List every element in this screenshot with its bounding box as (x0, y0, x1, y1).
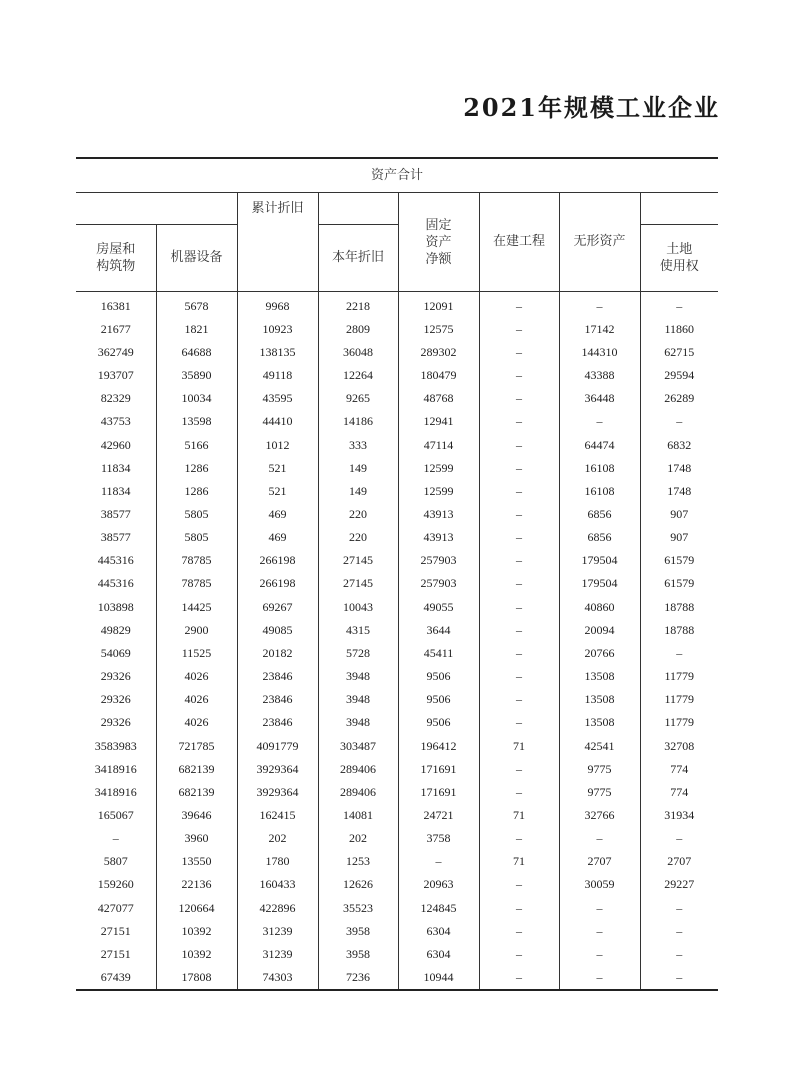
table-row (76, 827, 718, 850)
table-cell: 9775 (559, 781, 640, 804)
table-cell: 6856 (559, 526, 640, 549)
table-cell: 27145 (318, 572, 398, 595)
table-cell: – (559, 920, 640, 943)
table-cell: 6856 (559, 503, 640, 526)
table-row (76, 503, 718, 526)
table-cell: 69267 (237, 596, 318, 619)
table-cell: – (559, 943, 640, 966)
table-cell: 124845 (398, 897, 479, 920)
table-body (76, 291, 718, 990)
table-cell: 165067 (97, 808, 134, 823)
table-cell: 21677 (100, 321, 131, 336)
table-row (76, 433, 718, 456)
table-cell: 1821 (156, 318, 237, 341)
table-cell: 2707 (559, 850, 640, 873)
table-cell: 9775 (559, 758, 640, 781)
table-row (76, 734, 718, 757)
table-row (76, 387, 718, 410)
table-cell: 2900 (156, 619, 237, 642)
table-cell: – (479, 758, 559, 781)
statistics-table (76, 157, 718, 991)
table-cell: 78785 (156, 572, 237, 595)
table-cell: 3948 (318, 688, 398, 711)
table-cell: 5805 (156, 526, 237, 549)
table-cell: 18788 (640, 619, 718, 642)
table-cell: 43913 (398, 503, 479, 526)
table-cell: 32766 (559, 804, 640, 827)
table-cell: 6832 (640, 433, 718, 456)
table-cell: 23846 (237, 688, 318, 711)
table-row (76, 897, 718, 920)
table-cell: 48768 (398, 387, 479, 410)
table-cell: 11860 (640, 318, 718, 341)
table-cell: 43913 (398, 526, 479, 549)
table-cell: 62715 (640, 341, 718, 364)
table-row (76, 873, 718, 896)
table-cell: 1286 (156, 480, 237, 503)
table-cell: 445316 (97, 576, 134, 591)
table-cell: 5728 (318, 642, 398, 665)
table-cell: – (559, 410, 640, 433)
table-cell: 40860 (559, 596, 640, 619)
table-cell: 31934 (640, 804, 718, 827)
table-cell: 27145 (318, 549, 398, 572)
header-spacer-2 (318, 192, 398, 224)
table-cell: 54069 (100, 645, 131, 660)
table-cell: 82329 (100, 391, 131, 406)
table-cell: – (640, 920, 718, 943)
table-cell: 179504 (559, 572, 640, 595)
table-cell: 422896 (237, 897, 318, 920)
table-cell: 10392 (156, 920, 237, 943)
table-cell: 49829 (100, 622, 131, 637)
table-cell: – (479, 920, 559, 943)
table-cell: 29326 (100, 692, 131, 707)
table-cell: 103898 (97, 599, 134, 614)
table-cell: 14081 (318, 804, 398, 827)
table-cell: 23846 (237, 665, 318, 688)
table-cell: – (479, 572, 559, 595)
table-cell: 13598 (156, 410, 237, 433)
table-cell: 16108 (559, 457, 640, 480)
table-row (76, 758, 718, 781)
table-cell: 7236 (318, 966, 398, 990)
table-cell: 6304 (398, 943, 479, 966)
table-cell: 3758 (398, 827, 479, 850)
table-cell: 171691 (398, 758, 479, 781)
table-cell: 11779 (640, 688, 718, 711)
table-cell: – (640, 291, 718, 318)
table-cell: – (479, 642, 559, 665)
table-cell: 39646 (156, 804, 237, 827)
table-cell: 5805 (156, 503, 237, 526)
table-cell: 3960 (156, 827, 237, 850)
table-row (76, 943, 718, 966)
table-cell: 196412 (398, 734, 479, 757)
table-cell: 49118 (237, 364, 318, 387)
table-cell: 29326 (100, 715, 131, 730)
table-cell: 22136 (156, 873, 237, 896)
table-cell: 20182 (237, 642, 318, 665)
table-cell: 2809 (318, 318, 398, 341)
table-cell: 13508 (559, 688, 640, 711)
table-cell: 10034 (156, 387, 237, 410)
table-cell: 1012 (237, 433, 318, 456)
table-cell: 13508 (559, 711, 640, 734)
data-table (76, 159, 718, 991)
table-cell: – (640, 966, 718, 990)
table-cell: 469 (237, 526, 318, 549)
table-cell: 12575 (398, 318, 479, 341)
table-cell: 43753 (100, 414, 131, 429)
header-col-7: 无形资产 (559, 192, 640, 291)
table-cell: – (479, 711, 559, 734)
table-cell: 266198 (237, 549, 318, 572)
table-cell: – (479, 457, 559, 480)
table-cell: 6304 (398, 920, 479, 943)
table-header (76, 159, 718, 291)
table-cell: – (479, 596, 559, 619)
table-cell: 43388 (559, 364, 640, 387)
table-cell: 11779 (640, 711, 718, 734)
table-cell: 362749 (97, 344, 134, 359)
table-cell: 3948 (318, 665, 398, 688)
table-cell: 29326 (100, 669, 131, 684)
table-cell: 29594 (640, 364, 718, 387)
table-cell: 17808 (156, 966, 237, 990)
table-cell: – (479, 433, 559, 456)
table-cell: 10043 (318, 596, 398, 619)
table-cell: 2707 (640, 850, 718, 873)
table-cell: 774 (640, 758, 718, 781)
table-cell: 521 (237, 457, 318, 480)
table-cell: 4026 (156, 688, 237, 711)
table-cell: – (479, 480, 559, 503)
table-cell: 3583983 (94, 738, 137, 753)
table-cell: 4315 (318, 619, 398, 642)
table-cell: 162415 (237, 804, 318, 827)
table-cell: 149 (318, 480, 398, 503)
header-col-1: 房屋和 构筑物 (76, 224, 156, 291)
table-cell: 11834 (100, 483, 131, 498)
table-cell: 469 (237, 503, 318, 526)
table-cell: 20766 (559, 642, 640, 665)
header-col-4: 本年折旧 (318, 224, 398, 291)
table-cell: 220 (318, 503, 398, 526)
table-cell: 9506 (398, 688, 479, 711)
table-cell: – (479, 341, 559, 364)
table-cell: 43595 (237, 387, 318, 410)
table-cell: 159260 (97, 877, 134, 892)
table-cell: – (479, 688, 559, 711)
table-cell: 10923 (237, 318, 318, 341)
table-cell: 3948 (318, 711, 398, 734)
header-col-2: 机器设备 (156, 224, 237, 291)
table-cell: 257903 (398, 572, 479, 595)
table-cell: 74303 (237, 966, 318, 990)
table-row (76, 596, 718, 619)
table-cell: 3418916 (94, 761, 137, 776)
table-cell: 16381 (100, 298, 131, 313)
table-cell: – (398, 850, 479, 873)
table-cell: 35523 (318, 897, 398, 920)
table-cell: 257903 (398, 549, 479, 572)
table-cell: 49085 (237, 619, 318, 642)
table-cell: 64688 (156, 341, 237, 364)
table-cell: 78785 (156, 549, 237, 572)
table-cell: 12626 (318, 873, 398, 896)
header-label: 累计折旧 (251, 200, 304, 216)
table-cell: – (479, 387, 559, 410)
table-cell: 23846 (237, 711, 318, 734)
table-cell: 61579 (640, 572, 718, 595)
table-cell: 1780 (237, 850, 318, 873)
table-cell: 5678 (156, 291, 237, 318)
table-row (76, 480, 718, 503)
table-row (76, 665, 718, 688)
table-cell: 427077 (97, 900, 134, 915)
table-cell: 445316 (97, 553, 134, 568)
table-cell: 333 (318, 433, 398, 456)
table-cell: 9265 (318, 387, 398, 410)
table-cell: 11779 (640, 665, 718, 688)
table-cell: – (559, 966, 640, 990)
header-spacer-1 (76, 192, 237, 224)
header-col-3 (237, 192, 318, 291)
table-cell: 4091779 (237, 734, 318, 757)
table-cell: – (479, 526, 559, 549)
table-cell: 71 (479, 804, 559, 827)
table-cell: 9506 (398, 711, 479, 734)
table-cell: 289406 (318, 781, 398, 804)
table-cell: – (640, 943, 718, 966)
table-cell: – (479, 827, 559, 850)
table-cell: – (479, 318, 559, 341)
table-cell: 27151 (100, 946, 131, 961)
table-cell: 32708 (640, 734, 718, 757)
table-cell: – (479, 410, 559, 433)
table-cell: – (112, 831, 119, 846)
table-cell: 3929364 (237, 781, 318, 804)
table-cell: 26289 (640, 387, 718, 410)
table-row (76, 642, 718, 665)
table-cell: 1748 (640, 480, 718, 503)
table-cell: 907 (640, 503, 718, 526)
table-cell: 31239 (237, 920, 318, 943)
table-cell: – (479, 503, 559, 526)
table-cell: – (559, 827, 640, 850)
table-cell: 29227 (640, 873, 718, 896)
table-row (76, 966, 718, 990)
table-row (76, 549, 718, 572)
table-cell: 171691 (398, 781, 479, 804)
table-cell: 266198 (237, 572, 318, 595)
table-cell: 2218 (318, 291, 398, 318)
table-row (76, 318, 718, 341)
table-cell: 202 (237, 827, 318, 850)
table-cell: 3644 (398, 619, 479, 642)
table-cell: 35890 (156, 364, 237, 387)
table-cell: 180479 (398, 364, 479, 387)
table-cell: 3418916 (94, 784, 137, 799)
table-cell: 16108 (559, 480, 640, 503)
table-cell: 682139 (156, 758, 237, 781)
table-cell: 44410 (237, 410, 318, 433)
table-cell: 4026 (156, 665, 237, 688)
table-cell: 3958 (318, 920, 398, 943)
header-group-assets: 资产合计 (76, 159, 718, 192)
table-cell: – (479, 291, 559, 318)
table-cell: 24721 (398, 804, 479, 827)
table-cell: 36448 (559, 387, 640, 410)
header-spacer-3 (640, 192, 718, 224)
table-cell: 13550 (156, 850, 237, 873)
table-cell: 303487 (318, 734, 398, 757)
table-row (76, 457, 718, 480)
table-cell: 289406 (318, 758, 398, 781)
header-col-6: 在建工程 (479, 192, 559, 291)
table-cell: 5807 (103, 854, 128, 869)
table-cell: 67439 (76, 966, 156, 990)
table-cell: 30059 (559, 873, 640, 896)
table-cell: – (479, 619, 559, 642)
table-cell: 11525 (156, 642, 237, 665)
table-cell: 521 (237, 480, 318, 503)
table-cell: 144310 (559, 341, 640, 364)
table-cell: 31239 (237, 943, 318, 966)
table-cell: – (640, 642, 718, 665)
table-cell: 9506 (398, 665, 479, 688)
table-cell: – (479, 897, 559, 920)
table-cell: – (640, 897, 718, 920)
table-cell: – (559, 291, 640, 318)
table-cell: – (640, 827, 718, 850)
header-col-8: 土地 使用权 (640, 224, 718, 291)
table-cell: 774 (640, 781, 718, 804)
table-cell: – (479, 781, 559, 804)
table-cell: 45411 (398, 642, 479, 665)
header-col-5: 固定 资产 净额 (398, 192, 479, 291)
table-cell: 12264 (318, 364, 398, 387)
table-cell: 71 (479, 734, 559, 757)
table-cell: 27151 (100, 923, 131, 938)
table-row (76, 711, 718, 734)
table-cell: 12091 (398, 291, 479, 318)
table-cell: 160433 (237, 873, 318, 896)
table-cell: – (559, 897, 640, 920)
table-cell: 5166 (156, 433, 237, 456)
table-cell: 202 (318, 827, 398, 850)
table-row (76, 291, 718, 318)
table-cell: 12941 (398, 410, 479, 433)
table-cell: 12599 (398, 457, 479, 480)
table-cell: 20963 (398, 873, 479, 896)
table-cell: 47114 (398, 433, 479, 456)
table-cell: – (479, 966, 559, 990)
table-row (76, 526, 718, 549)
table-cell: 3929364 (237, 758, 318, 781)
table-row (76, 850, 718, 873)
table-cell: 179504 (559, 549, 640, 572)
table-row (76, 410, 718, 433)
page-title: 2021年规模工业企业 (463, 93, 720, 122)
table-cell: 1253 (318, 850, 398, 873)
table-cell: 14425 (156, 596, 237, 619)
table-cell: 36048 (318, 341, 398, 364)
table-cell: 907 (640, 526, 718, 549)
table-cell: 4026 (156, 711, 237, 734)
table-cell: – (479, 549, 559, 572)
table-cell: 193707 (97, 368, 134, 383)
table-cell: 18788 (640, 596, 718, 619)
table-cell: – (640, 410, 718, 433)
table-cell: 682139 (156, 781, 237, 804)
table-cell: – (479, 665, 559, 688)
table-cell: 20094 (559, 619, 640, 642)
table-cell: 14186 (318, 410, 398, 433)
table-cell: 9968 (237, 291, 318, 318)
table-cell: 220 (318, 526, 398, 549)
table-row (76, 341, 718, 364)
table-cell: 64474 (559, 433, 640, 456)
table-row (76, 572, 718, 595)
table-cell: 10392 (156, 943, 237, 966)
table-cell: 289302 (398, 341, 479, 364)
table-cell: 1286 (156, 457, 237, 480)
table-cell: 149 (318, 457, 398, 480)
table-cell: 10944 (398, 966, 479, 990)
table-row (76, 920, 718, 943)
table-cell: 42960 (100, 437, 131, 452)
table-row (76, 781, 718, 804)
table-row (76, 619, 718, 642)
table-cell: 11834 (100, 460, 131, 475)
table-cell: 138135 (237, 341, 318, 364)
table-cell: 1748 (640, 457, 718, 480)
table-cell: 3958 (318, 943, 398, 966)
table-cell: 12599 (398, 480, 479, 503)
table-row (76, 364, 718, 387)
table-cell: – (479, 873, 559, 896)
table-cell: – (479, 943, 559, 966)
table-row (76, 804, 718, 827)
table-cell: 721785 (156, 734, 237, 757)
table-cell: 17142 (559, 318, 640, 341)
table-cell: 120664 (156, 897, 237, 920)
table-row (76, 688, 718, 711)
table-cell: 13508 (559, 665, 640, 688)
table-cell: 42541 (559, 734, 640, 757)
table-cell: 38577 (100, 530, 131, 545)
table-cell: 38577 (100, 506, 131, 521)
table-cell: 71 (479, 850, 559, 873)
table-cell: – (479, 364, 559, 387)
table-cell: 49055 (398, 596, 479, 619)
table-cell: 61579 (640, 549, 718, 572)
